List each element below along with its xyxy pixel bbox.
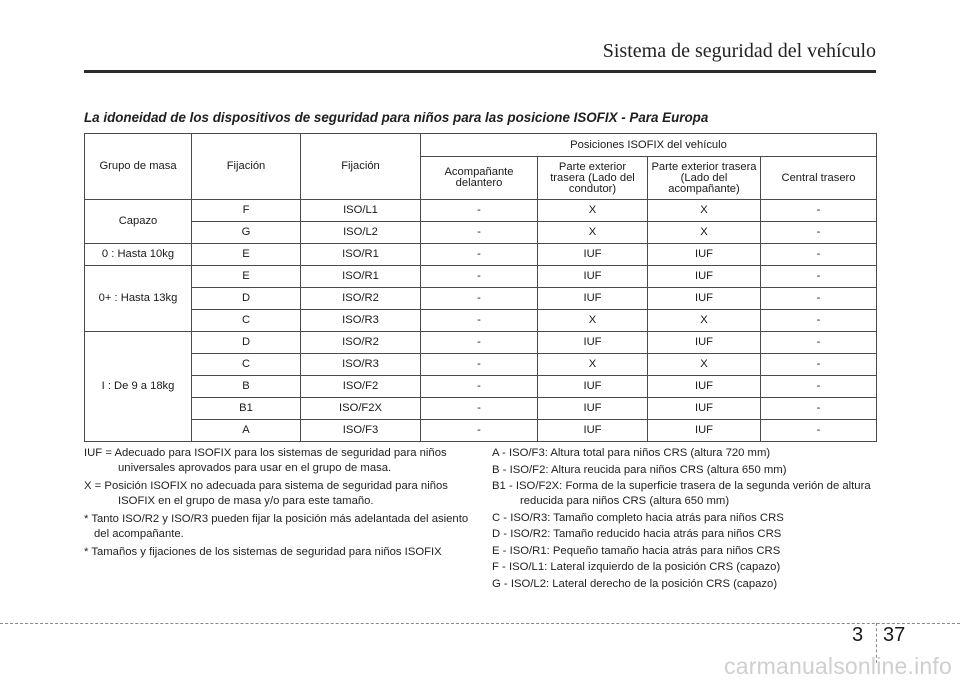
- header-fixture: Fijación: [301, 134, 421, 200]
- rear-passenger-cell: IUF: [648, 244, 761, 266]
- rear-passenger-cell: IUF: [648, 332, 761, 354]
- rear-passenger-cell: IUF: [648, 288, 761, 310]
- rear-passenger-cell: X: [648, 200, 761, 222]
- definition-item: E - ISO/R1: Pequeño tamaño hacia atrás para niños CRS: [492, 544, 781, 557]
- rear-driver-cell: IUF: [538, 244, 648, 266]
- mass-group-cell: Capazo: [85, 200, 192, 244]
- fixture-cell: ISO/L1: [301, 200, 421, 222]
- rear-passenger-cell: IUF: [648, 266, 761, 288]
- table-row: [85, 310, 877, 332]
- table-row: [85, 420, 877, 442]
- definition-item: D - ISO/R2: Tamaño reducido hacia atrás para niños CRS: [492, 528, 782, 540]
- chapter-number: 3: [852, 624, 864, 646]
- table-title: La idoneidad de los dispositivos de seguridad para niños para las posicione ISOFIX - Para Europa: [84, 110, 709, 125]
- table-row: [85, 288, 877, 310]
- section-title: Sistema de seguridad del vehículo: [602, 40, 876, 62]
- rear-passenger-cell: IUF: [648, 420, 761, 442]
- fixture-cell: ISO/F3: [301, 420, 421, 442]
- size-class-cell: D: [192, 332, 301, 354]
- rear-center-cell: -: [761, 376, 877, 398]
- front-passenger-cell: -: [421, 288, 538, 310]
- note-iuf: IUF = Adecuado para ISOFIX para los sistemas de seguridad para niños universales aprovados para usar en el grupo de masa.: [84, 447, 447, 474]
- rear-driver-cell: X: [538, 222, 648, 244]
- rear-center-cell: -: [761, 288, 877, 310]
- fixture-cell: ISO/R2: [301, 332, 421, 354]
- fixture-cell: ISO/L2: [301, 222, 421, 244]
- rear-passenger-cell: IUF: [648, 376, 761, 398]
- size-class-cell: C: [192, 354, 301, 376]
- rear-driver-cell: IUF: [538, 332, 648, 354]
- front-passenger-cell: -: [421, 200, 538, 222]
- rear-center-cell: -: [761, 398, 877, 420]
- header-isofix-positions: Posiciones ISOFIX del vehículo: [421, 134, 877, 157]
- fixture-cell: ISO/R3: [301, 354, 421, 376]
- rear-passenger-cell: X: [648, 354, 761, 376]
- front-passenger-cell: -: [421, 310, 538, 332]
- front-passenger-cell: -: [421, 420, 538, 442]
- rear-driver-cell: IUF: [538, 288, 648, 310]
- definition-item: A - ISO/F3: Altura total para niños CRS (altura 720 mm): [492, 447, 771, 459]
- fixture-cell: ISO/R1: [301, 244, 421, 266]
- definition-item: B - ISO/F2: Altura reucida para niños CRS (altura 650 mm): [492, 463, 787, 476]
- header-rear-outboard-driver: Parte exterior trasera (Lado del condutor): [538, 157, 648, 200]
- definition-item: F - ISO/L1: Lateral izquierdo de la posición CRS (capazo): [492, 561, 781, 573]
- header-size-class: Fijación: [192, 134, 301, 200]
- rear-center-cell: -: [761, 200, 877, 222]
- rear-passenger-cell: IUF: [648, 398, 761, 420]
- front-passenger-cell: -: [421, 376, 538, 398]
- rear-center-cell: -: [761, 222, 877, 244]
- size-class-cell: F: [192, 200, 301, 222]
- size-class-cell: A: [192, 420, 301, 442]
- definition-item: C - ISO/R3: Tamaño completo hacia atrás para niños CRS: [492, 511, 784, 524]
- front-passenger-cell: -: [421, 222, 538, 244]
- watermark: carmanualsonline.info: [724, 653, 952, 679]
- front-passenger-cell: -: [421, 398, 538, 420]
- page-number: 37: [883, 624, 906, 646]
- rear-passenger-cell: X: [648, 222, 761, 244]
- header-rear-outboard-passenger: Parte exterior trasera (Lado del acompañante): [648, 157, 761, 200]
- rear-center-cell: -: [761, 332, 877, 354]
- definition-item: G - ISO/L2: Lateral derecho de la posición CRS (capazo): [492, 577, 778, 590]
- mass-group-cell: 0+ : Hasta 13kg: [85, 266, 192, 332]
- rear-driver-cell: IUF: [538, 420, 648, 442]
- table-row: [85, 376, 877, 398]
- table-row: [85, 332, 877, 354]
- note-x: X = Posición ISOFIX no adecuada para sistema de seguridad para niños ISOFIX en el grupo de masa y/o para este tamaño.: [84, 480, 448, 507]
- header-rear-center: Central trasero: [761, 157, 877, 200]
- header-front-passenger: Acompañante delantero: [421, 157, 538, 200]
- mass-group-cell: I : De 9 a 18kg: [85, 332, 192, 442]
- note-iso-r2-r3: * Tanto ISO/R2 y ISO/R3 pueden fijar la posición más adelantada del asiento del acompañante.: [84, 513, 469, 540]
- size-class-cell: G: [192, 222, 301, 244]
- table-row: [85, 398, 877, 420]
- fixture-cell: ISO/R1: [301, 266, 421, 288]
- size-class-cell: E: [192, 266, 301, 288]
- size-class-definitions: [492, 446, 884, 593]
- table-row: [85, 200, 877, 222]
- front-passenger-cell: -: [421, 332, 538, 354]
- front-passenger-cell: -: [421, 354, 538, 376]
- rear-passenger-cell: X: [648, 310, 761, 332]
- rear-driver-cell: X: [538, 310, 648, 332]
- rear-driver-cell: X: [538, 354, 648, 376]
- rear-center-cell: -: [761, 420, 877, 442]
- note-sizes-fixtures: * Tamaños y fijaciones de los sistemas de seguridad para niños ISOFIX: [84, 546, 442, 558]
- table-row: [85, 222, 877, 244]
- rear-center-cell: -: [761, 354, 877, 376]
- size-class-cell: C: [192, 310, 301, 332]
- fixture-cell: ISO/F2: [301, 376, 421, 398]
- fixture-cell: ISO/R2: [301, 288, 421, 310]
- size-class-cell: E: [192, 244, 301, 266]
- table-row: [85, 354, 877, 376]
- fixture-cell: ISO/R3: [301, 310, 421, 332]
- footer-rule: [0, 623, 960, 624]
- table-row: [85, 244, 877, 266]
- mass-group-cell: 0 : Hasta 10kg: [85, 244, 192, 266]
- front-passenger-cell: -: [421, 244, 538, 266]
- rear-driver-cell: IUF: [538, 376, 648, 398]
- rear-driver-cell: IUF: [538, 266, 648, 288]
- isofix-table: [84, 133, 877, 442]
- definition-item: B1 - ISO/F2X: Forma de la superficie trasera de la segunda verión de altura reducida para niños CRS (altura 650 mm): [492, 480, 871, 507]
- front-passenger-cell: -: [421, 266, 538, 288]
- rear-driver-cell: X: [538, 200, 648, 222]
- size-class-cell: D: [192, 288, 301, 310]
- rear-driver-cell: IUF: [538, 398, 648, 420]
- size-class-cell: B: [192, 376, 301, 398]
- rear-center-cell: -: [761, 266, 877, 288]
- rear-center-cell: -: [761, 310, 877, 332]
- legend-notes: [84, 446, 472, 560]
- header-mass-group: Grupo de masa: [85, 134, 192, 200]
- fixture-cell: ISO/F2X: [301, 398, 421, 420]
- size-class-cell: B1: [192, 398, 301, 420]
- rear-center-cell: -: [761, 244, 877, 266]
- header-rule: [84, 70, 876, 73]
- table-row: [85, 266, 877, 288]
